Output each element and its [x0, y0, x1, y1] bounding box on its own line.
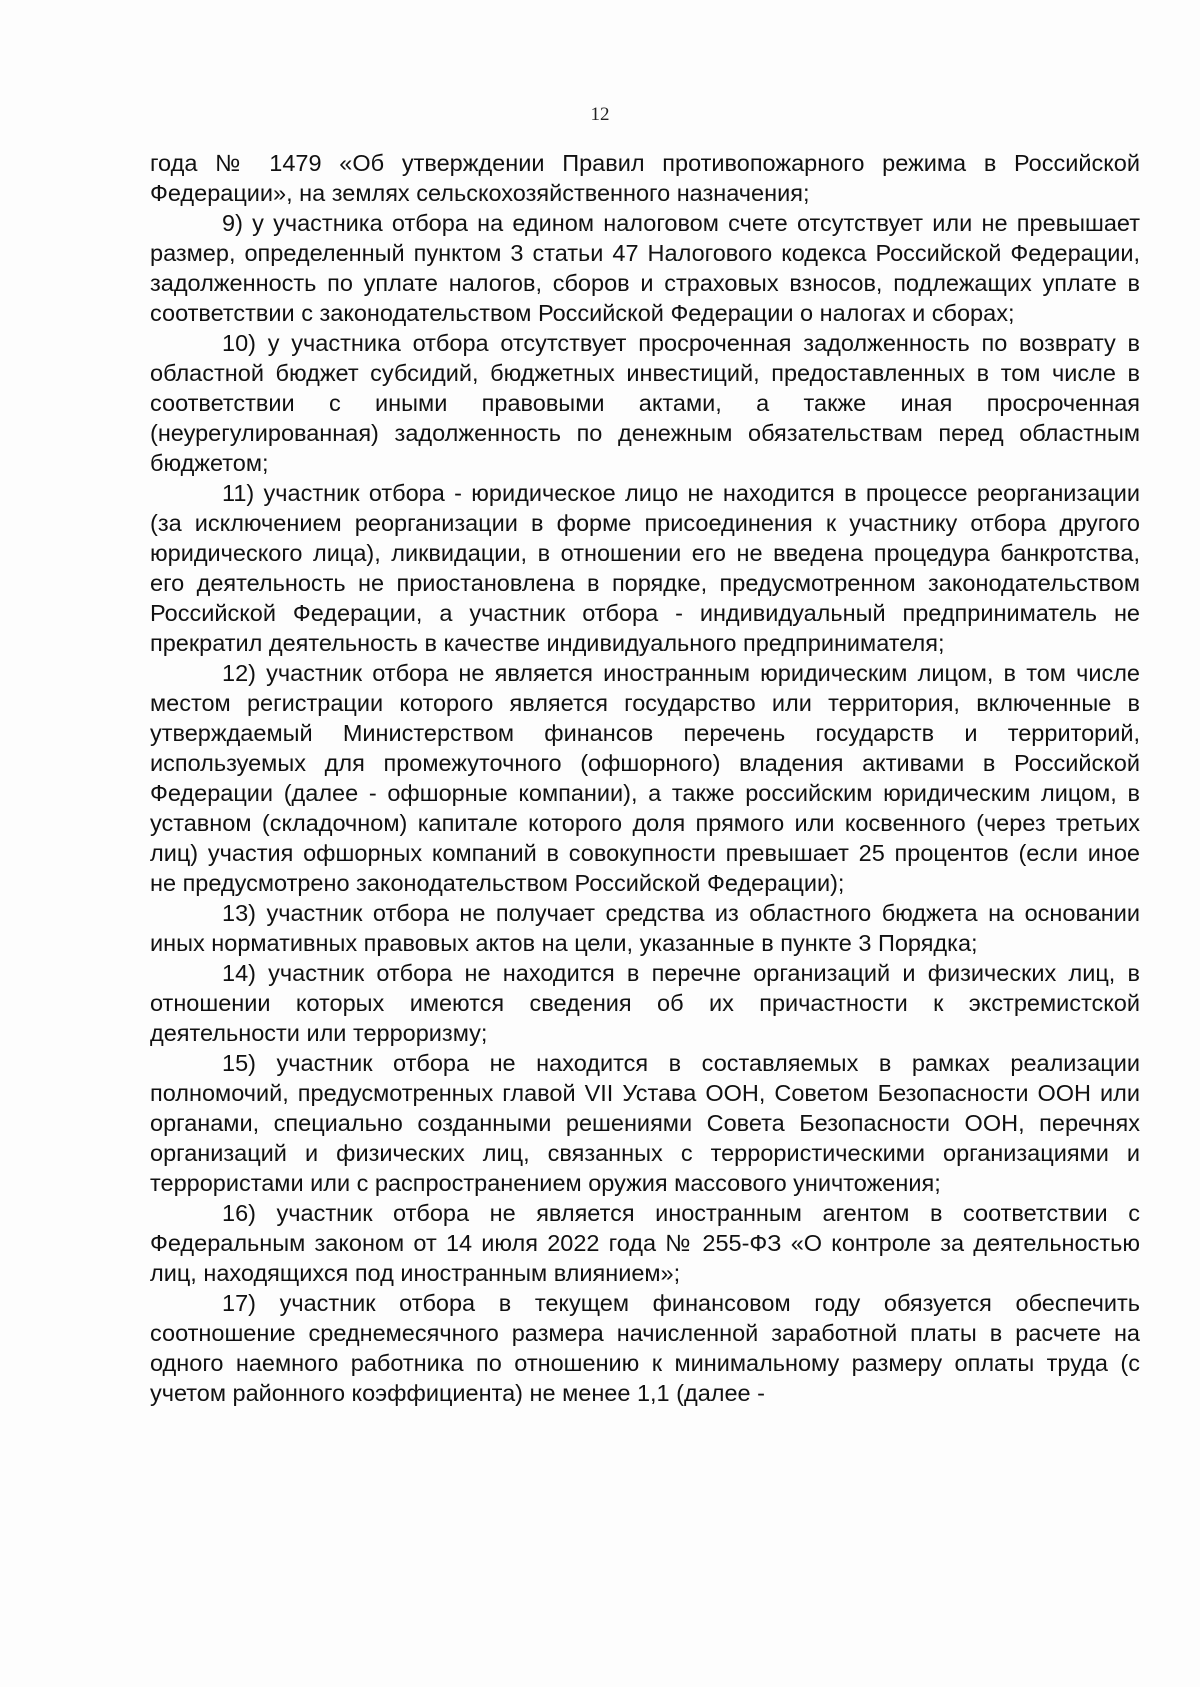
paragraph-item-16: 16) участник отбора не является иностранным агентом в соответствии с Федеральным законом от 14 июля 2022 года № 255-ФЗ «О контроле за деятельностью лиц, находящихся под иностранным влиянием»; [150, 1200, 1140, 1286]
paragraph-item-11: 11) участник отбора - юридическое лицо не находится в процессе реорганизации (за исключением реорганизации в форме присоединения к участнику отбора другого юридического лица), ликвидации, в отношении его не введена процедура банкротства, его деятельность не приостановлена в порядке, предусмотренном законодательством Российской Федерации, а участник отбора - индивидуальный предприниматель не прекратил деятельность в качестве индивидуального предпринимателя; [150, 480, 1140, 656]
paragraph-item-14: 14) участник отбора не находится в перечне организаций и физических лиц, в отношении которых имеются сведения об их причастности к экстремистской деятельности или терроризму; [150, 960, 1140, 1046]
paragraph-item-12: 12) участник отбора не является иностранным юридическим лицом, в том числе местом регистрации которого является государство или территория, включенные в утверждаемый Министерством финансов перечень государств и территорий, используемых для промежуточного (офшорного) владения активами в Российской Федерации (далее - офшорные компании), а также российским юридическим лицом, в уставном (складочном) капитале которого доля прямого или косвенного (через третьих лиц) участия офшорных компаний в совокупности превышает 25 процентов (если иное не предусмотрено законодательством Российской Федерации); [150, 660, 1140, 896]
paragraph-item-10: 10) у участника отбора отсутствует просроченная задолженность по возврату в областной бюджет субсидий, бюджетных инвестиций, предоставленных в том числе в соответствии с иными правовыми актами, а также иная просроченная (неурегулированная) задолженность по денежным обязательствам перед областным бюджетом; [150, 330, 1140, 476]
paragraph-item-13: 13) участник отбора не получает средства из областного бюджета на основании иных нормативных правовых актов на цели, указанные в пункте 3 Порядка; [150, 900, 1140, 956]
paragraph-continuation: года № 1479 «Об утверждении Правил противопожарного режима в Российской Федерации», на землях сельскохозяйственного назначения; [150, 150, 1140, 206]
paragraph-item-15: 15) участник отбора не находится в составляемых в рамках реализации полномочий, предусмотренных главой VII Устава ООН, Советом Безопасности ООН или органами, специально созданными решениями Совета Безопасности ООН, перечнях организаций и физических лиц, связанных с террористическими организациями и террористами или с распространением оружия массового уничтожения; [150, 1050, 1140, 1196]
page-number: 12 [590, 104, 610, 125]
paragraph-item-9: 9) у участника отбора на едином налоговом счете отсутствует или не превышает размер, определенный пунктом 3 статьи 47 Налогового кодекса Российской Федерации, задолженность по уплате налогов, сборов и страховых взносов, подлежащих уплате в соответствии с законодательством Российской Федерации о налогах и сборах; [150, 210, 1140, 326]
document-body [150, 148, 1140, 1408]
paragraph-item-17: 17) участник отбора в текущем финансовом году обязуется обеспечить соотношение среднемесячного размера начисленной заработной платы в расчете на одного наемного работника по отношению к минимальному размеру оплаты труда (с учетом районного коэффициента) не менее 1,1 (далее - [150, 1290, 1140, 1406]
